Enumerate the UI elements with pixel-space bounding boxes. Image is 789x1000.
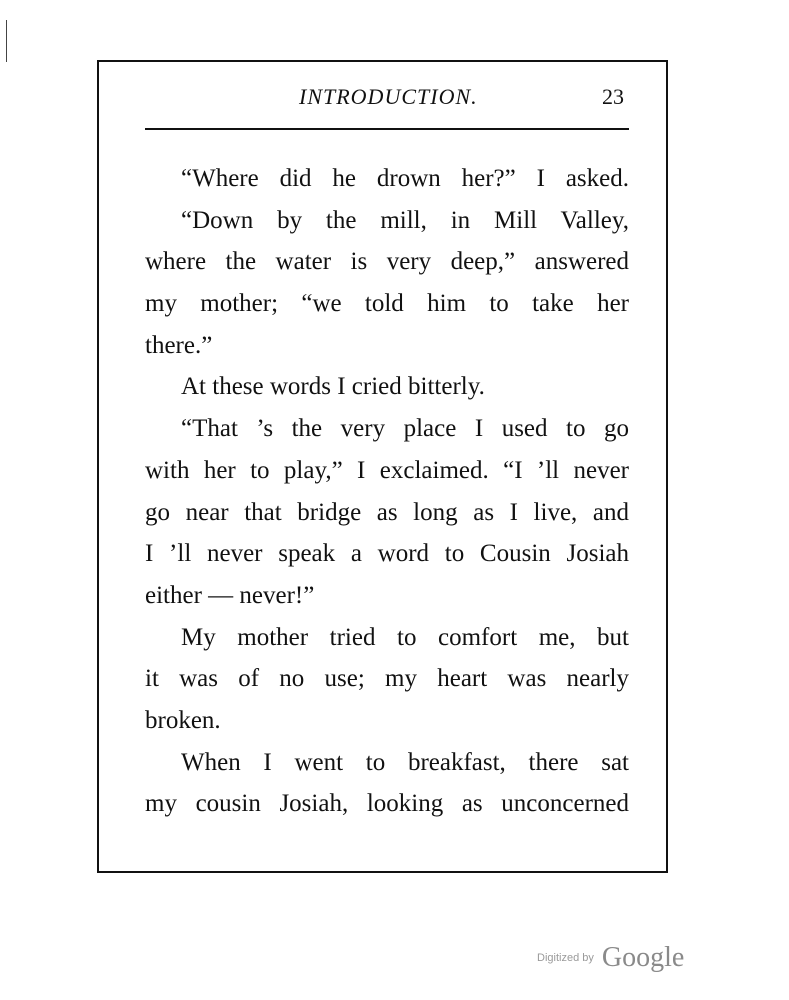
text-line: my cousin Josiah, looking as unconcerned: [145, 790, 629, 818]
body-text: [145, 158, 629, 825]
header-divider: [145, 128, 629, 130]
digitized-watermark: [537, 942, 684, 974]
digitized-label: Digitized by: [537, 952, 594, 964]
running-head: [99, 84, 666, 116]
text-line: either — never!”: [145, 581, 315, 609]
text-line: it was of no use; my heart was nearly: [145, 665, 629, 693]
text-line: where the water is very deep,” answered: [145, 248, 629, 276]
text-line: “That ’s the very place I used to go: [181, 415, 629, 443]
page-number: 23: [602, 84, 624, 109]
running-title: INTRODUCTION.: [299, 84, 478, 109]
text-line: “Where did he drown her?” I asked.: [181, 165, 629, 192]
text-line: “Down by the mill, in Mill Valley,: [181, 206, 629, 234]
text-line: there.”: [145, 331, 213, 359]
text-line: go near that bridge as long as I live, and: [145, 498, 629, 526]
google-logo: Google: [601, 942, 685, 973]
text-line: with her to play,” I exclaimed. “I ’ll never: [145, 456, 629, 484]
margin-rule: [6, 20, 7, 62]
text-line: At these words I cried bitterly.: [181, 373, 485, 401]
text-line: When I went to breakfast, there sat: [181, 748, 629, 776]
text-line: broken.: [145, 706, 221, 734]
text-line: I ’ll never speak a word to Cousin Josiah: [145, 540, 629, 568]
text-line: my mother; “we told him to take her: [145, 290, 629, 318]
page-frame: [97, 60, 668, 873]
text-line: My mother tried to comfort me, but: [181, 623, 629, 651]
